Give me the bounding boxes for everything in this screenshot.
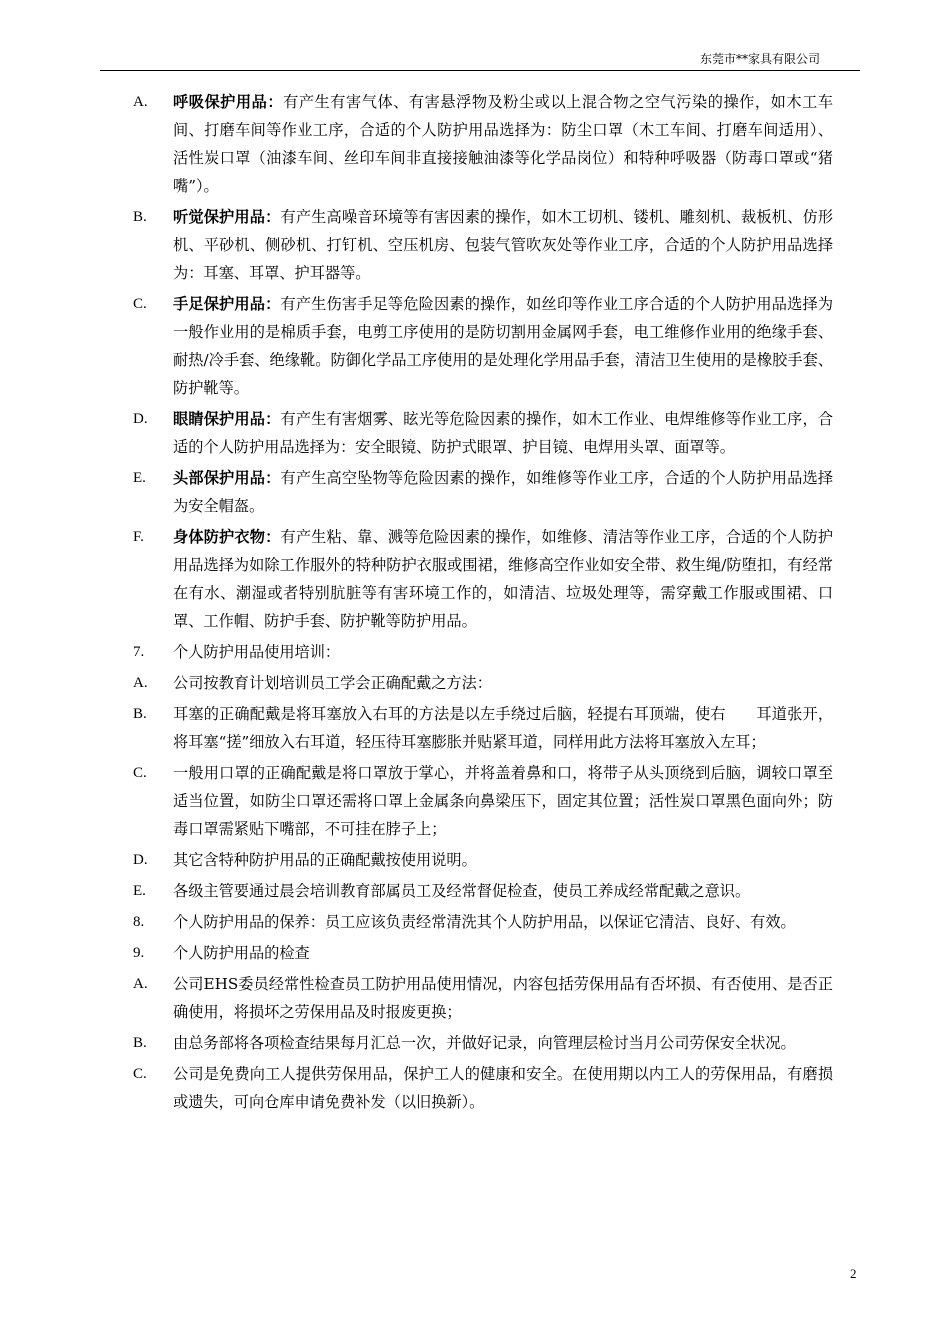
list-item [133,970,833,1026]
list-item-body [173,203,833,287]
header-company-name: 东莞市**家具有限公司 [699,52,820,66]
item-heading: 听觉保护用品： [173,208,281,226]
list-item [133,290,833,402]
item-text: 有产生有害气体、有害悬浮物及粉尘或以上混合物之空气污染的操作，如木工车间、打磨车间等作业工序，合适的个人防护用品选择为：防尘口罩（木工车间、打磨车间适用）、活性炭口罩（油漆车间、丝印车间非直接接触油漆等化学品岗位）和特种呼吸器（防毒口罩或“猪嘴”）。 [173,93,834,195]
list-marker: B. [133,706,147,722]
list-marker: B. [133,209,147,225]
list-marker: 7. [133,644,145,660]
list-item-body [173,846,833,874]
list-item [133,700,833,756]
item-heading: 眼睛保护用品： [173,410,281,428]
list-marker: C. [133,296,147,312]
list-item-body [173,700,833,756]
list-item-body [173,638,833,666]
list-item [133,88,833,200]
list-item [133,1060,833,1116]
item-text: 有产生粘、靠、溅等危险因素的操作，如维修、清洁等作业工序，合适的个人防护用品选择为如除工作服外的特种防护衣服或围裙，维修高空作业如安全带、救生绳/防堕扣，有经常在有水、潮湿或者特别肮脏等有害环境工作的，如清洁、垃圾处理等，需穿戴工作服或围裙、口罩、工作帽、防护手套、防护靴等防护用品。 [173,528,833,630]
item-text: 公司按教育计划培训员工学会正确配戴之方法： [173,674,492,692]
document-body [133,88,833,1119]
item-text: 个人防护用品的检查 [173,944,310,962]
list-marker: E. [133,883,146,899]
list-item [133,877,833,905]
list-item-body [173,464,833,520]
list-item-body [173,290,833,402]
item-heading: 手足保护用品： [173,295,281,313]
item-text: 个人防护用品使用培训： [173,643,341,661]
list-item [133,638,833,666]
item-text: 一般用口罩的正确配戴是将口罩放于掌心，并将盖着鼻和口，将带子从头顶绕到后脑，调较口罩至适当位置，如防尘口罩还需将口罩上金属条向鼻梁压下，固定其位置；活性炭口罩黑色面向外；防毒口罩需紧贴下嘴部，不可挂在脖子上； [173,764,833,838]
list-item [133,669,833,697]
list-item-body [173,1060,833,1116]
list-item-body [173,970,833,1026]
list-item [133,939,833,967]
list-marker: E. [133,470,146,486]
item-text: 有产生伤害手足等危险因素的操作，如丝印等作业工序合适的个人防护用品选择为一般作业用的是棉质手套，电剪工序使用的是防切割用金属网手套，电工维修作业用的绝缘手套、耐热/冷手套、绝缘靴。防御化学品工序使用的是处理化学用品手套，清洁卫生使用的是橡胶手套、防护靴等。 [173,295,833,397]
item-text: 各级主管要通过晨会培训教育部属员工及经常督促检查，使员工养成经常配戴之意识。 [173,882,751,900]
item-text: 有产生有害烟雾、眩光等危险因素的操作，如木工作业、电焊维修等作业工序，合适的个人防护用品选择为：安全眼镜、防护式眼罩、护目镜、电焊用头罩、面罩等。 [173,410,833,456]
list-item-body [173,908,833,936]
item-text: 由总务部将各项检查结果每月汇总一次，并做好记录，向管理层检讨当月公司劳保安全状况。 [173,1034,796,1052]
item-text: 耳塞的正确配戴是将耳塞放入右耳的方法是以左手绕过后脑，轻提右耳顶端，使右 耳道张开，将耳塞“搓”细放入右耳道，轻压待耳塞膨胀并贴紧耳道，同样用此方法将耳塞放入左耳； [173,705,833,751]
list-item [133,759,833,843]
list-marker: C. [133,1066,147,1082]
list-marker: F. [133,529,144,545]
list-marker: 8. [133,914,145,930]
list-item-body [173,1029,833,1057]
list-marker: A. [133,675,148,691]
list-item-body [173,669,833,697]
item-text: 个人防护用品的保养：员工应该负责经常清洗其个人防护用品，以保证它清洁、良好、有效。 [173,913,796,931]
item-text: 公司EHS委员经常性检查员工防护用品使用情况，内容包括劳保用品有否坏损、有否使用、是否正确使用，将损坏之劳保用品及时报废更换； [173,975,833,1021]
list-marker: D. [133,852,148,868]
item-heading: 呼吸保护用品： [173,93,284,111]
list-marker: A. [133,94,148,110]
list-item [133,405,833,461]
list-item [133,1029,833,1057]
list-marker: C. [133,765,147,781]
list-item [133,846,833,874]
list-item [133,464,833,520]
list-marker: A. [133,976,148,992]
item-heading: 身体防护衣物： [173,528,281,546]
list-marker: B. [133,1035,147,1051]
list-item-body [173,523,833,635]
page-number: 2 [850,1266,857,1281]
page-header [100,52,860,71]
list-item-body [173,759,833,843]
list-item [133,908,833,936]
list-marker: D. [133,411,148,427]
item-text: 其它含特种防护用品的正确配戴按使用说明。 [173,851,477,869]
item-text: 有产生高噪音环境等有害因素的操作，如木工切机、镂机、雕刻机、裁板机、仿形机、平砂机、侧砂机、打钉机、空压机房、包装气管吹灰处等作业工序，合适的个人防护用品选择为：耳塞、耳罩、护耳器等。 [173,208,833,282]
list-item-body [173,877,833,905]
list-item [133,523,833,635]
list-item-body [173,939,833,967]
list-item-body [173,88,833,200]
list-marker: 9. [133,945,145,961]
list-item-body [173,405,833,461]
item-text: 有产生高空坠物等危险因素的操作，如维修等作业工序，合适的个人防护用品选择为安全帽盔。 [173,469,833,515]
item-heading: 头部保护用品： [173,469,281,487]
list-item [133,203,833,287]
item-text: 公司是免费向工人提供劳保用品，保护工人的健康和安全。在使用期以内工人的劳保用品，有磨损或遗失，可向仓库申请免费补发（以旧换新）。 [173,1065,833,1111]
